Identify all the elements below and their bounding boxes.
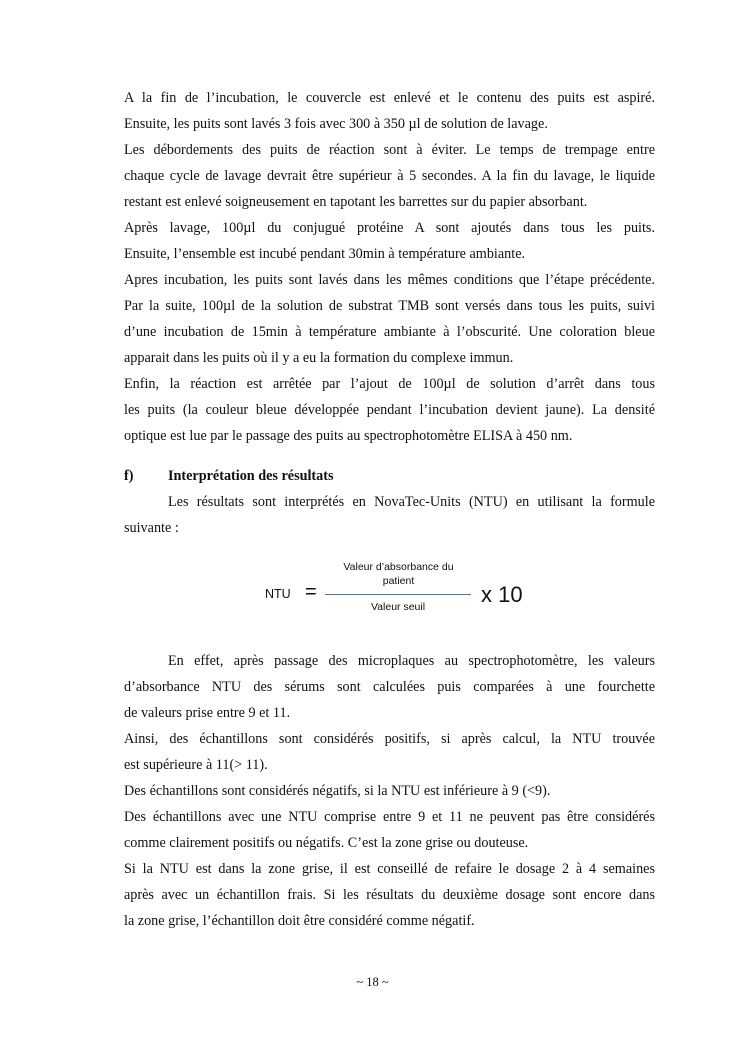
text-line: la zone grise, l’échantillon doit être considéré comme négatif. <box>124 913 475 929</box>
text-line: d’une incubation de 15min à température ambiante à l’obscurité. Une coloration bleue <box>124 324 655 340</box>
formula-equals: = <box>305 581 317 603</box>
formula-numerator: Valeur d’absorbance du patient <box>343 561 454 587</box>
text-line: les puits (la couleur bleue développée pendant l’incubation devient jaune). La densité <box>124 402 655 418</box>
text-line: Après lavage, 100µl du conjugué protéine A sont ajoutés dans tous les puits. <box>124 220 655 236</box>
text-line: Par la suite, 100µl de la solution de substrat TMB sont versés dans tous les puits, suivi <box>124 298 655 314</box>
section-number: f) <box>124 468 134 484</box>
text-line: est supérieure à 11(> 11). <box>124 757 268 773</box>
formula-multiplier: x 10 <box>481 582 523 607</box>
text-line: chaque cycle de lavage devrait être supérieur à 5 secondes. A la fin du lavage, le liquide <box>124 168 655 184</box>
text-line: d’absorbance NTU des sérums sont calculées puis comparées à une fourchette <box>124 679 655 695</box>
text-line: A la fin de l’incubation, le couvercle est enlevé et le contenu des puits est aspiré. <box>124 90 655 106</box>
text-line: Enfin, la réaction est arrêtée par l’ajout de 100µl de solution d’arrêt dans tous <box>124 376 655 392</box>
text-line: apparait dans les puits où il y a eu la formation du complexe immun. <box>124 350 514 366</box>
formula-denominator: Valeur seuil <box>370 601 426 613</box>
text-line: de valeurs prise entre 9 et 11. <box>124 705 291 721</box>
text-line: Si la NTU est dans la zone grise, il est conseillé de refaire le dosage 2 à 4 semaines <box>124 861 655 877</box>
text-line: Ensuite, les puits sont lavés 3 fois avec 300 à 350 µl de solution de lavage. <box>124 116 548 132</box>
text-line: Apres incubation, les puits sont lavés dans les mêmes conditions que l’étape précédente. <box>124 272 655 288</box>
text-line: Des échantillons sont considérés négatifs, si la NTU est inférieure à 9 (<9). <box>124 783 551 799</box>
text-line: optique est lue par le passage des puits au spectrophotomètre ELISA à 450 nm. <box>124 428 573 444</box>
text-line: Ensuite, l’ensemble est incubé pendant 30min à température ambiante. <box>124 246 526 262</box>
text-line: restant est enlevé soigneusement en tapotant les barrettes sur du papier absorbant. <box>124 194 588 210</box>
fraction-bar <box>325 594 471 595</box>
text-line: suivante : <box>124 520 179 536</box>
page-number: ~ 18 ~ <box>356 975 389 989</box>
text-line: Des échantillons avec une NTU comprise entre 9 et 11 ne peuvent pas être considérés <box>124 809 655 825</box>
text-line: comme clairement positifs ou négatifs. C’est la zone grise ou douteuse. <box>124 835 529 851</box>
text-line: Les résultats sont interprétés en NovaTec-Units (NTU) en utilisant la formule <box>168 494 655 510</box>
formula-lhs: NTU <box>265 587 291 601</box>
text-line: Les débordements des puits de réaction sont à éviter. Le temps de trempage entre <box>124 142 655 158</box>
text-line: Ainsi, des échantillons sont considérés positifs, si après calcul, la NTU trouvée <box>124 731 655 747</box>
text-line: après avec un échantillon frais. Si les résultats du deuxième dosage sont encore dans <box>124 887 655 903</box>
section-title: Interprétation des résultats <box>168 468 334 484</box>
text-line: En effet, après passage des microplaques au spectrophotomètre, les valeurs <box>168 653 655 669</box>
